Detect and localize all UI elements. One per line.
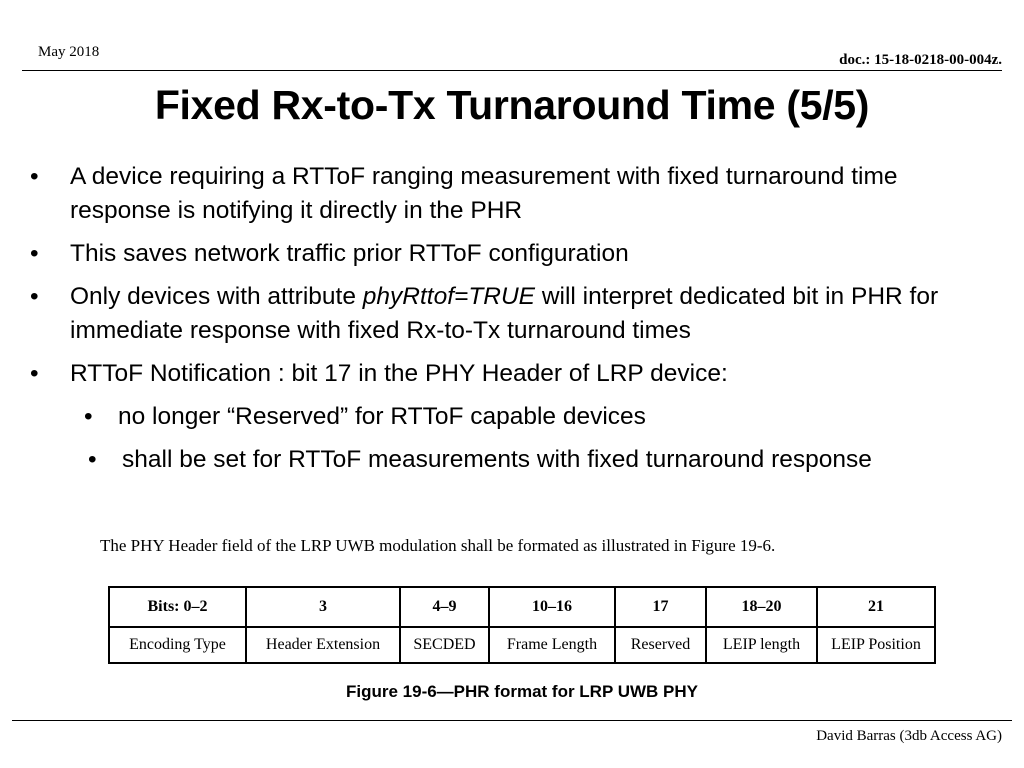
field-cell: LEIP Position	[817, 627, 935, 663]
sub-bullet-text: no longer “Reserved” for RTToF capable devices	[118, 403, 646, 430]
bits-cell: 18–20	[706, 587, 817, 627]
bits-cell: 4–9	[400, 587, 489, 627]
bullet-item	[30, 280, 990, 348]
figure-intro-text: The PHY Header field of the LRP UWB modulation shall be formated as illustrated in Figure 19-6.	[100, 536, 776, 555]
field-cell: Reserved	[615, 627, 706, 663]
field-cell: Frame Length	[489, 627, 615, 663]
document-number: doc.: 15-18-0218-00-004z.	[839, 52, 1002, 68]
field-cell: Header Extension	[246, 627, 400, 663]
footer-author: David Barras (3db Access AG)	[816, 728, 1002, 744]
sub-bullet-item	[30, 443, 990, 477]
header-date: May 2018	[38, 44, 100, 60]
figure-caption: Figure 19-6—PHR format for LRP UWB PHY	[345, 682, 698, 701]
bullet-item	[30, 237, 990, 271]
bullet-icon: •	[30, 283, 39, 310]
bullet-text: RTToF Notification : bit 17 in the PHY Header of LRP device:	[70, 360, 728, 387]
attribute-name: phyRttof=TRUE	[362, 283, 536, 310]
bullet-icon: •	[30, 163, 39, 190]
bullet-text: This saves network traffic prior RTToF configuration	[70, 240, 629, 267]
phr-format-table	[108, 586, 936, 664]
bullet-icon: •	[84, 403, 93, 430]
field-cell: LEIP length	[706, 627, 817, 663]
footer-divider	[12, 720, 1012, 721]
bits-cell: 3	[246, 587, 400, 627]
bits-cell: 10–16	[489, 587, 615, 627]
bits-cell: 17	[615, 587, 706, 627]
bullet-icon: •	[30, 360, 39, 387]
bullet-icon: •	[30, 240, 39, 267]
bullet-text: A device requiring a RTToF ranging measurement with fixed turnaround time response is notifying it directly in the PHR	[70, 163, 898, 224]
slide-title: Fixed Rx-to-Tx Turnaround Time (5/5)	[154, 82, 870, 128]
sub-bullet-text: shall be set for RTToF measurements with fixed turnaround response	[122, 446, 872, 473]
bullet-list	[30, 160, 990, 486]
header-divider	[22, 70, 1002, 71]
bullet-icon: •	[88, 446, 97, 473]
bullet-item	[30, 160, 990, 228]
field-cell: Encoding Type	[109, 627, 246, 663]
table-row-bits	[109, 587, 935, 627]
bullet-text-start: Only devices with attribute	[70, 283, 363, 310]
bullet-item	[30, 357, 990, 391]
bullet-text-end: will interpret dedicated bit in PHR for immediate response with fixed Rx-to-Tx turnaround times	[70, 283, 939, 344]
field-cell: SECDED	[400, 627, 489, 663]
bits-cell: 21	[817, 587, 935, 627]
bits-cell: Bits: 0–2	[109, 587, 246, 627]
sub-bullet-item	[30, 400, 990, 434]
table-row-fields	[109, 627, 935, 663]
